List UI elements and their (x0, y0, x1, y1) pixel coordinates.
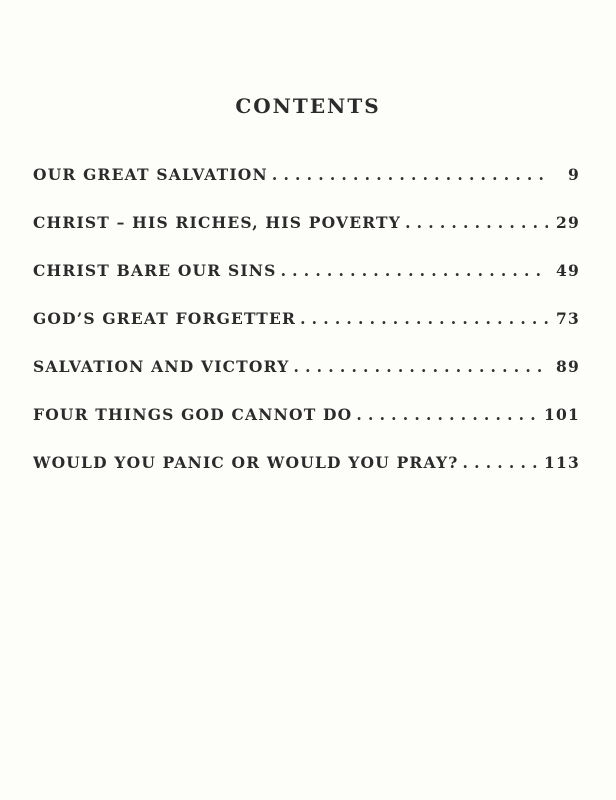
toc-entry (33, 213, 580, 261)
toc-entry-page: 101 (544, 405, 580, 424)
toc-entry (33, 165, 580, 213)
toc-entry-title: CHRIST BARE OUR SINS (33, 261, 277, 280)
toc-entry-page: 29 (556, 213, 580, 232)
toc-entry-page: 49 (556, 261, 580, 280)
toc-entry-page: 9 (568, 165, 580, 184)
dot-leader (293, 357, 548, 376)
toc-entry-title: SALVATION AND VICTORY (33, 357, 290, 376)
toc-entry-page: 89 (556, 357, 580, 376)
table-of-contents (33, 165, 580, 501)
dot-leader (356, 405, 538, 424)
dot-leader (463, 453, 539, 472)
toc-entry-title: CHRIST – HIS RICHES, HIS POVERTY (33, 213, 402, 232)
toc-entry-title: OUR GREAT SALVATION (33, 165, 268, 184)
page-title: CONTENTS (235, 94, 381, 118)
dot-leader (300, 309, 548, 328)
dot-leader (405, 213, 548, 232)
toc-entry (33, 261, 580, 309)
toc-entry (33, 309, 580, 357)
toc-entry-title: FOUR THINGS GOD CANNOT DO (33, 405, 353, 424)
toc-entry-title: GOD’S GREAT FORGETTER (33, 309, 297, 328)
dot-leader (272, 165, 548, 184)
toc-entry (33, 357, 580, 405)
toc-entry (33, 405, 580, 453)
toc-entry-page: 113 (544, 453, 580, 472)
toc-entry (33, 453, 580, 501)
toc-entry-page: 73 (556, 309, 580, 328)
dot-leader (281, 261, 548, 280)
toc-entry-title: WOULD YOU PANIC OR WOULD YOU PRAY? (33, 453, 459, 472)
